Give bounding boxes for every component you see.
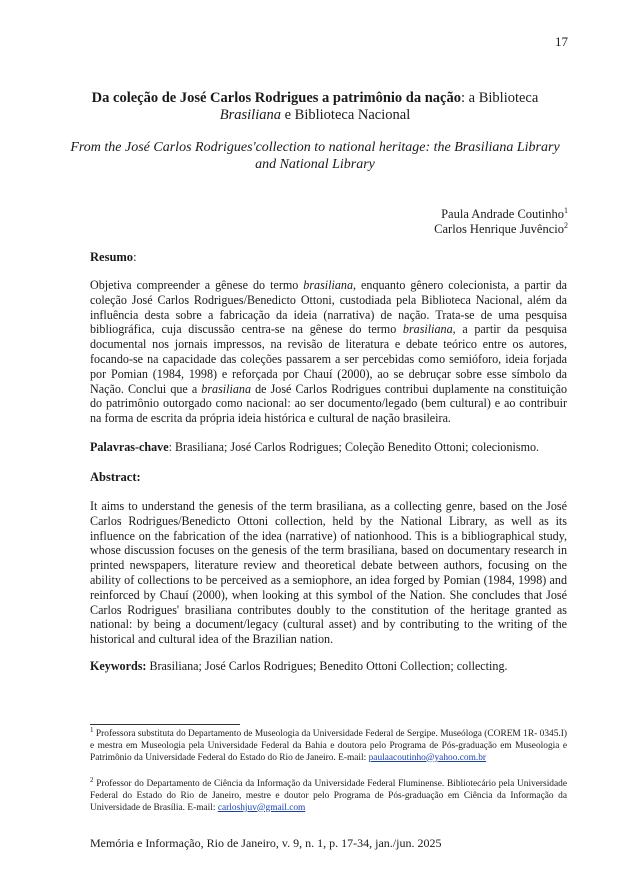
footnote-2: $^2$ Professor do Departamento de Ciência da Informação da Universidade Federal Fluminense. Bibliotecário pela Universidade Federal do Estado do Rio de Janeiro, mestre e doutor pelo Programa de Pós-graduação em Ciência da Informação da Universidade de Brasília. E-mail: carloshjuv@gmail.com	[90, 775, 567, 813]
author-list	[434, 207, 568, 237]
footnote-1: $^1$ Professora substituta do Departamento de Museologia da Universidade Federal de Sergipe. Museóloga (COREM 1R- 0345.I) e mestra em Museologia pela Universidade Federal da Bahia e doutora pelo Programa de Pós-graduação em Museologia e Patrimônio da Universidade Federal do Estado do Rio de Janeiro. E-mail: paulaacoutinho@yahoo.com.br	[90, 725, 567, 763]
email-link-2[interactable]: carloshjuv@gmail.com	[217, 802, 306, 813]
email-link-1[interactable]: paulaacoutinho@yahoo.com.br	[368, 752, 487, 763]
author-1: Paula Andrade Coutinho$^1$	[441, 205, 568, 221]
footnote-separator	[90, 724, 240, 725]
resumo-heading: Resumo:	[90, 250, 137, 264]
article-title-english: From the José Carlos Rodrigues'collection to national heritage: the Brasiliana Library and National Library	[70, 140, 560, 172]
article-title-portuguese: Da coleção de José Carlos Rodrigues a patrimônio da nação: a Biblioteca Brasiliana e Biblioteca Nacional	[91, 90, 539, 123]
journal-footer: Memória e Informação, Rio de Janeiro, v. 9, n. 1, p. 17-34, jan./jun. 2025	[90, 836, 442, 850]
resumo-body: Objetiva compreender a gênese do termo brasiliana, enquanto gênero colecionista, a partir da coleção José Carlos Rodrigues/Benedicto Ottoni, custodiada pela Biblioteca Nacional, além da influência desta sobre a fabricação da ideia (narrativa) de nação. Trata-se de uma pesquisa bibliográfica, cuja discussão centra-se na gênese do termo brasiliana, a partir da pesquisa documental nos jornais impressos, na revisão de literatura e debate teórico entre os autores, focando-se na capacidade das coleções passarem a ser percebidas como semióforo, ideia forjada por Pomian (1984, 1998) e reforçada por Chauí (2000), ao se debruçar sobre esse símbolo da Nação. Conclui que a brasiliana de José Carlos Rodrigues contribui duplamente na constituição do patrimônio outorgado como nacional: ao ser documento/legado (bem cultural) e ao contribuir na forma de escrita da própria ideia histórica e cultural de nação brasileira.	[90, 278, 567, 426]
abstract-heading: Abstract:	[90, 470, 141, 484]
keywords: Keywords: Brasiliana; José Carlos Rodrigues; Benedito Ottoni Collection; collecting.	[90, 659, 508, 673]
author-2: Carlos Henrique Juvêncio$^2$	[434, 220, 568, 236]
abstract-body: It aims to understand the genesis of the term brasiliana, as a collecting genre, based on the José Carlos Rodrigues/Benedicto Ottoni collection, held by the National Library, as well as its influence on the fabrication of the idea (narrative) of nationhood. This is a bibliographical study, whose discussion focuses on the genesis of the term brasiliana, based on documentary research in printed newspapers, literature review and theoretical debate between authors, focusing on the ability of collections to be perceived as a semiophore, an idea forged by Pomian (1984, 1998) and reinforced by Chauí (2000), when looking at this symbol of the Nation. She concludes that José Carlos Rodrigues' brasiliana contributes doubly to the constitution of the heritage granted as national: by being a document/legacy (cultural asset) and by contributing to the writing of the historical and cultural idea of the Brazilian nation.	[90, 499, 567, 647]
palavras-chave: Palavras-chave: Brasiliana; José Carlos Rodrigues; Coleção Benedito Ottoni; colecionismo.	[90, 440, 540, 454]
page-number: 17	[555, 34, 568, 49]
